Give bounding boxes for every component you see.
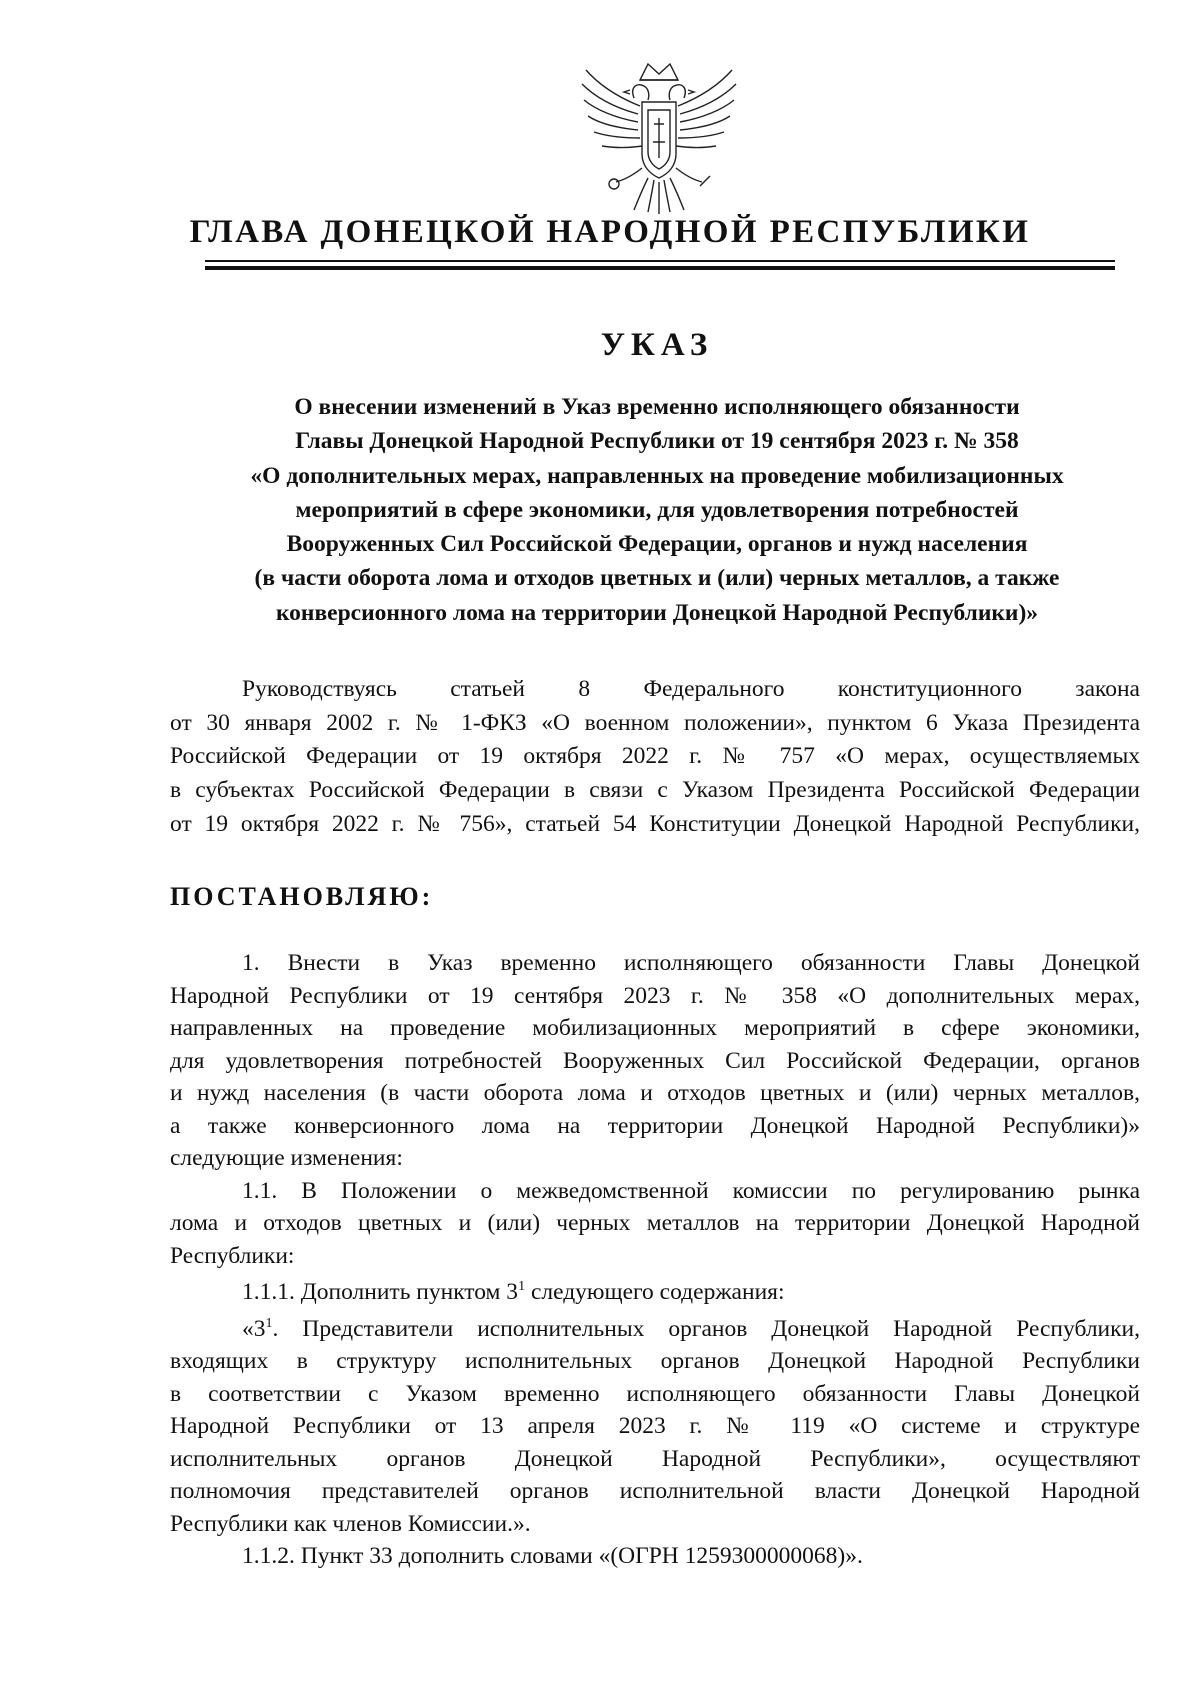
quote-line: исполнительных органов Донецкой Народной Республики», осуществляют — [170, 1445, 1140, 1472]
header-rule-thick — [205, 266, 1115, 270]
item-1-1-2-line: 1.1.2. Пункт 33 дополнить словами «(ОГРН 1259300000068)». — [242, 1543, 863, 1569]
preamble — [170, 673, 1140, 841]
item-1-line: следующие изменения: — [170, 1145, 403, 1171]
preamble-line: в субъектах Российской Федерации в связи с Указом Президента Российской Федерации — [170, 777, 1140, 804]
quote-prefix: «3 — [242, 1315, 266, 1342]
preamble-line: от 30 января 2002 г. № 1-ФКЗ «О военном положении», пунктом 6 Указа Президента — [170, 709, 1140, 736]
header-rule-thin — [205, 260, 1115, 262]
quote-line: входящих в структуру исполнительных органов Донецкой Народной Республики — [170, 1348, 1140, 1374]
item-1-1-line: 1.1. В Положении о межведомственной комиссии по регулированию рынка — [242, 1177, 1140, 1204]
preamble-line: от 19 октября 2022 г. № 756», статьей 54 Конституции Донецкой Народной Республики, — [170, 810, 1140, 837]
decree-type: УКАЗ — [600, 327, 714, 363]
title-line: конверсионного лома на территории Донецкой Народной Республики)» — [275, 599, 1039, 626]
decree-body — [170, 947, 1140, 1573]
quote-suffix: . Представители исполнительных органов Донецкой Народной Республики, — [272, 1315, 1140, 1342]
item-1-line: Народной Республики от 19 сентября 2023 г. № 358 «О дополнительных мерах, — [170, 982, 1140, 1009]
resolve-heading: ПОСТАНОВЛЯЮ: — [170, 882, 434, 911]
coat-of-arms-emblem — [578, 58, 740, 218]
title-line: (в части оборота лома и отходов цветных и (или) черных металлов, а также — [254, 565, 1060, 592]
title-line: «О дополнительных мерах, направленных на проведение мобилизационных — [250, 462, 1064, 489]
title-line: Главы Донецкой Народной Республики от 19 сентября 2023 г. № 358 — [295, 428, 1019, 455]
org-title: ГЛАВА ДОНЕЦКОЙ НАРОДНОЙ РЕСПУБЛИКИ — [189, 214, 1031, 250]
item-1-1-1-line — [170, 1276, 1140, 1309]
item-1-line: направленных на проведение мобилизационных мероприятий в сфере экономики, — [170, 1015, 1140, 1041]
item-1-1-line: лома и отходов цветных и (или) черных металлов на территории Донецкой Народной — [170, 1210, 1140, 1236]
item-1-1-1-prefix: 1.1.1. Дополнить пунктом 3 — [242, 1279, 519, 1305]
quote-line: Народной Республики от 13 апреля 2023 г. № 119 «О системе и структуре — [170, 1413, 1140, 1439]
title-line: Вооруженных Сил Российской Федерации, органов и нужд населения — [286, 531, 1028, 558]
preamble-line: Российской Федерации от 19 октября 2022 г. № 757 «О мерах, осуществляемых — [170, 743, 1140, 770]
item-1-line: а также конверсионного лома на территории Донецкой Народной Республики)» — [170, 1112, 1140, 1139]
title-line: мероприятий в сфере экономики, для удовлетворения потребностей — [295, 496, 1019, 523]
item-1-line: и нужд населения (в части оборота лома и отходов цветных и (или) черных металлов, — [170, 1080, 1140, 1106]
item-1-1-1-suffix: следующего содержания: — [525, 1279, 785, 1305]
item-1-line: 1. Внести в Указ временно исполняющего обязанности Главы Донецкой — [242, 950, 1140, 976]
item-1-line: для удовлетворения потребностей Вооруженных Сил Российской Федерации, органов — [170, 1047, 1140, 1074]
item-1-1-line: Республики: — [170, 1242, 295, 1269]
item-1-1-1-superscript: 1 — [518, 1279, 526, 1294]
preamble-line: Руководствуясь статьей 8 Федерального конституционного закона — [242, 676, 1140, 702]
quote-line: в соответствии с Указом временно исполняющего обязанности Главы Донецкой — [170, 1380, 1140, 1407]
title-line: О внесении изменений в Указ временно исполняющего обязанности — [294, 394, 1020, 420]
quote-line: полномочия представителей органов исполнительной власти Донецкой Народной — [170, 1478, 1140, 1504]
decree-title — [150, 390, 1164, 630]
quote-first-line — [170, 1313, 1140, 1346]
quote-line: Республики как членов Комиссии.». — [170, 1510, 531, 1537]
quote-superscript: 1 — [265, 1315, 273, 1331]
